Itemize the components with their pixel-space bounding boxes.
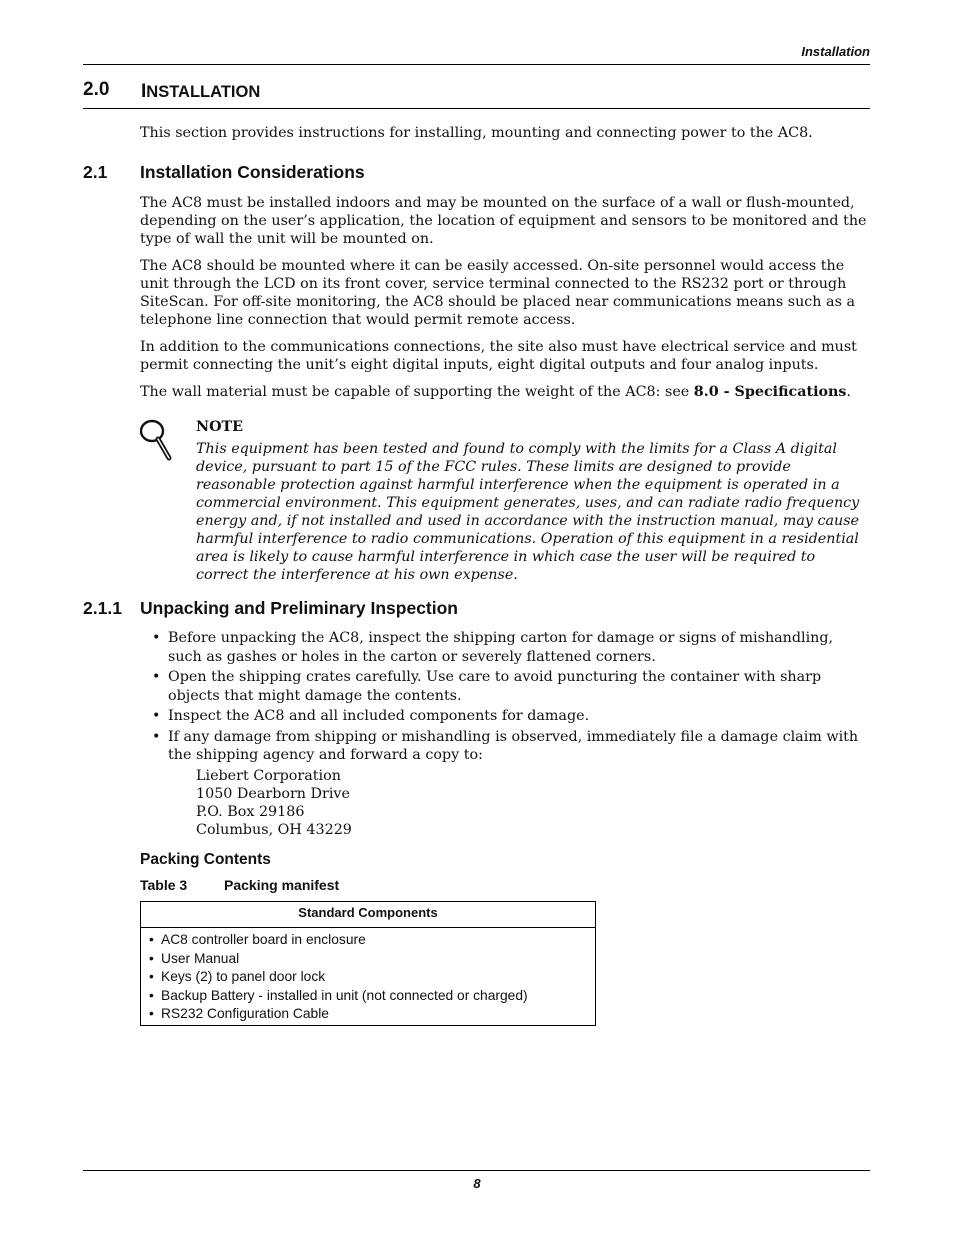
address-line: P.O. Box 29186 (196, 804, 305, 820)
section-intro: This section provides instructions for installing, mounting and connecting power to the AC8. (140, 125, 813, 141)
address-line: 1050 Dearborn Drive (196, 786, 350, 802)
list-item-text: Before unpacking the AC8, inspect the shipping carton for damage or signs of mishandling, such as gashes or holes in the carton or severely flattened corners. (168, 630, 834, 665)
list-item-text: If any damage from shipping or mishandling is observed, immediately file a damage claim with the shipping agency and forward a copy to: (168, 728, 859, 763)
table-row: • Backup Battery - installed in unit (not connected or charged) (149, 987, 528, 1003)
list-item-text: Inspect the AC8 and all included components for damage. (168, 708, 590, 724)
subsection-number: 2.1 (83, 162, 108, 182)
note-text: This equipment has been tested and found to comply with the limits for a Class A digital device, pursuant to part 15 of the FCC rules. These limits are designed to provide reasonable protection against harmful interference when the equipment is operated in a commercial environment. This equipment generates, uses, and can radiate radio frequency energy and, if not installed and used in accordance with the instruction manual, may cause harmful interference to radio communications. Operation of this equipment in a residential area is likely to cause harmful interference in which case the user will be required to correct the interference at his own expense. (196, 441, 860, 583)
table-title: Packing manifest (224, 877, 340, 893)
subsection-heading-considerations (83, 162, 365, 183)
list-item: • Open the shipping crates carefully. Use care to avoid puncturing the container with sharp objects that might damage the contents. (152, 669, 822, 704)
table-cell: Keys (2) to panel door lock (161, 969, 326, 985)
table-cell: AC8 controller board in enclosure (161, 932, 366, 947)
table-column-header: Standard Components (141, 902, 595, 928)
list-item: • Inspect the AC8 and all included components for damage. (152, 708, 590, 724)
list-item: • Before unpacking the AC8, inspect the shipping carton for damage or signs of mishandling, such as gashes or holes in the carton or severely flattened corners. (152, 630, 834, 665)
subsection-heading-unpacking (83, 598, 458, 619)
considerations-paragraph-4 (140, 383, 870, 401)
considerations-paragraph-3: In addition to the communications connections, the site also must have electrical service and must permit connecting the unit’s eight digital inputs, eight digital outputs and four analog inputs. (140, 339, 857, 373)
table-number: Table 3 (140, 877, 188, 893)
table-row: • AC8 controller board in enclosure (149, 932, 366, 947)
considerations-paragraph-2: The AC8 should be mounted where it can be easily accessed. On-site personnel would access the unit through the LCD on its front cover, service terminal connected to the RS232 port or through SiteScan. For off-site monitoring, the AC8 should be placed near communications means such as a telephone line connection that would permit remote access. (140, 258, 855, 328)
packing-manifest-table (140, 901, 596, 1026)
table-item-list (141, 928, 595, 1024)
page-number: 8 (473, 1176, 481, 1191)
section-title (141, 81, 260, 103)
address-line: Columbus, OH 43229 (196, 822, 352, 838)
section-heading (83, 78, 870, 109)
subsection-number: 2.1.1 (83, 598, 122, 618)
list-item-text: Open the shipping crates carefully. Use care to avoid puncturing the container with sharp objects that might damage the contents. (168, 669, 822, 704)
table-cell: User Manual (161, 950, 240, 966)
table-cell: RS232 Configuration Cable (161, 1006, 329, 1022)
table-caption (140, 877, 339, 893)
paragraph-end: . (846, 384, 852, 400)
considerations-paragraph-1: The AC8 must be installed indoors and may be mounted on the surface of a wall or flush-mounted, depending on the user’s application, the location of equipment and sensors to be monitored and the type of wall the unit will be mounted on. (140, 195, 867, 247)
running-header (83, 42, 870, 65)
footer-divider (83, 1170, 870, 1171)
subsection-title: Unpacking and Preliminary Inspection (140, 598, 458, 618)
section-number: 2.0 (83, 79, 110, 100)
note-label: NOTE (196, 419, 244, 435)
running-header-title: Installation (801, 44, 870, 59)
list-item: • If any damage from shipping or mishandling is observed, immediately file a damage claim with the shipping agency and forward a copy to: (152, 728, 859, 763)
address-line: Liebert Corporation (196, 768, 341, 784)
paragraph-text: The wall material must be capable of supporting the weight of the AC8: see (140, 384, 694, 400)
unpacking-bullet-list (150, 629, 870, 767)
table-row: • Keys (2) to panel door lock (149, 969, 326, 985)
table-row: • User Manual (149, 950, 240, 966)
section-title-initial: I (141, 81, 147, 102)
packing-contents-heading: Packing Contents (140, 851, 271, 868)
specifications-reference: 8.0 - Specifications (693, 384, 847, 400)
magnifier-icon (136, 418, 176, 462)
table-row: • RS232 Configuration Cable (149, 1006, 329, 1022)
section-title-rest: NSTALLATION (146, 83, 261, 101)
subsection-title: Installation Considerations (140, 162, 365, 182)
table-cell: Backup Battery - installed in unit (not connected or charged) (161, 987, 528, 1003)
mailing-address (196, 767, 352, 839)
